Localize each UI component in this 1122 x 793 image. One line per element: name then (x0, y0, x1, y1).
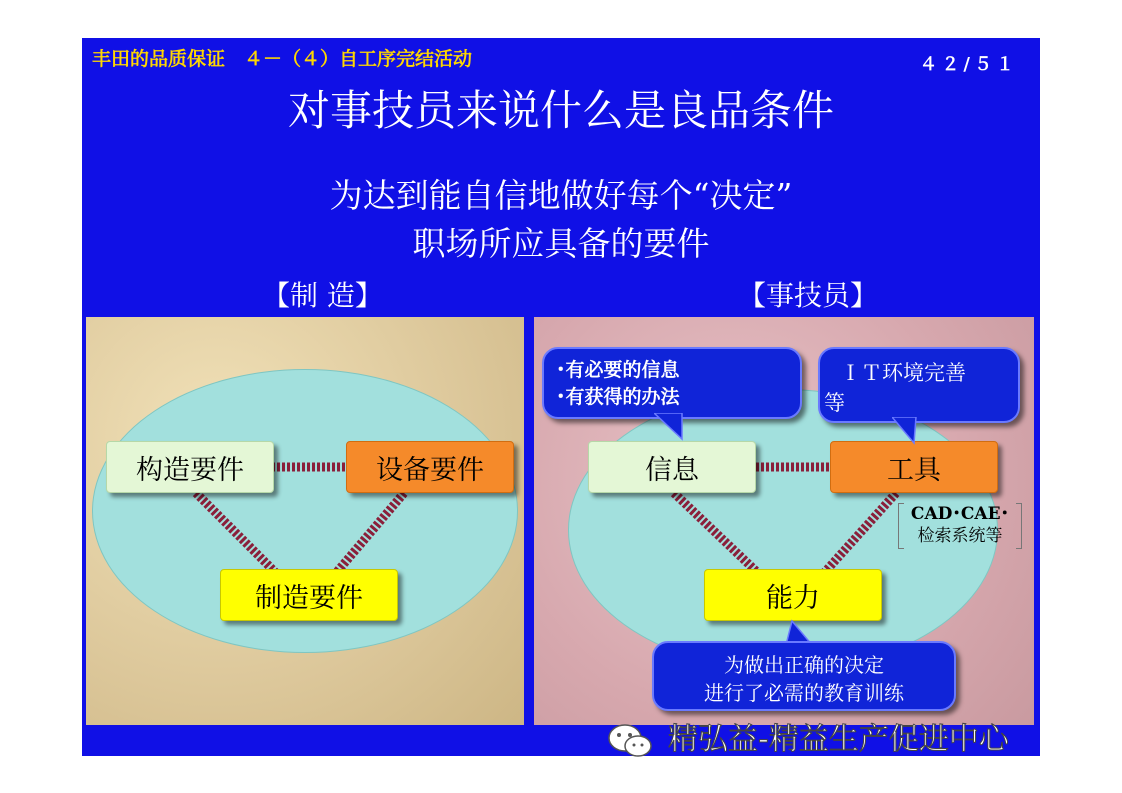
wechat-icon (605, 720, 655, 760)
information-callout (542, 347, 802, 419)
it-environment-callout (818, 347, 1020, 423)
subtitle-line-1: 为达到能自信地做好每个“决定” (329, 176, 793, 215)
footer-watermark-text: 精弘益-精益生产促进中心 (668, 722, 1009, 757)
manufacturing-connectors (86, 317, 524, 725)
ability-box: 能力 (704, 569, 882, 621)
cad-bracket-right (1016, 503, 1022, 549)
manufacturing-panel (86, 317, 524, 725)
slide (82, 38, 1040, 756)
equipment-requirement-box: 设备要件 (346, 441, 514, 493)
engineer-panel (534, 317, 1034, 725)
information-callout-line-1: ･有必要的信息 (556, 359, 680, 381)
training-callout-line-1: 为做出正确的决定 (724, 653, 884, 677)
slide-title: 对事技员来说什么是良品条件 (287, 86, 834, 135)
engineer-section-label: 【事技员】 (738, 279, 879, 312)
page-number: ４２/５１ (919, 54, 1018, 75)
cad-bracket-left (898, 503, 904, 549)
it-callout-tail (892, 417, 932, 447)
structure-requirement-box: 构造要件 (106, 441, 274, 493)
it-callout-line-2: 等 (824, 391, 845, 415)
subtitle-line-2: 职场所应具备的要件 (412, 224, 710, 263)
manufacturing-section-label: 【制 造】 (262, 279, 383, 312)
it-callout-line-1: ＩＴ环境完善 (840, 361, 966, 385)
information-callout-tail (654, 413, 694, 443)
cad-note-line-1: CAD･CAE･ (910, 504, 1010, 524)
information-box: 信息 (588, 441, 756, 493)
manufacturing-requirement-box: 制造要件 (220, 569, 398, 621)
slide-header: 丰田的品质保证 ４－（４）自工序完结活动 (92, 48, 473, 70)
cad-note (900, 503, 1020, 547)
training-callout (652, 641, 956, 711)
information-callout-line-2: ･有获得的办法 (556, 386, 680, 408)
training-callout-line-2: 进行了必需的教育训练 (704, 681, 904, 705)
cad-note-line-2: 检索系统等 (917, 526, 1003, 546)
tools-box: 工具 (830, 441, 998, 493)
